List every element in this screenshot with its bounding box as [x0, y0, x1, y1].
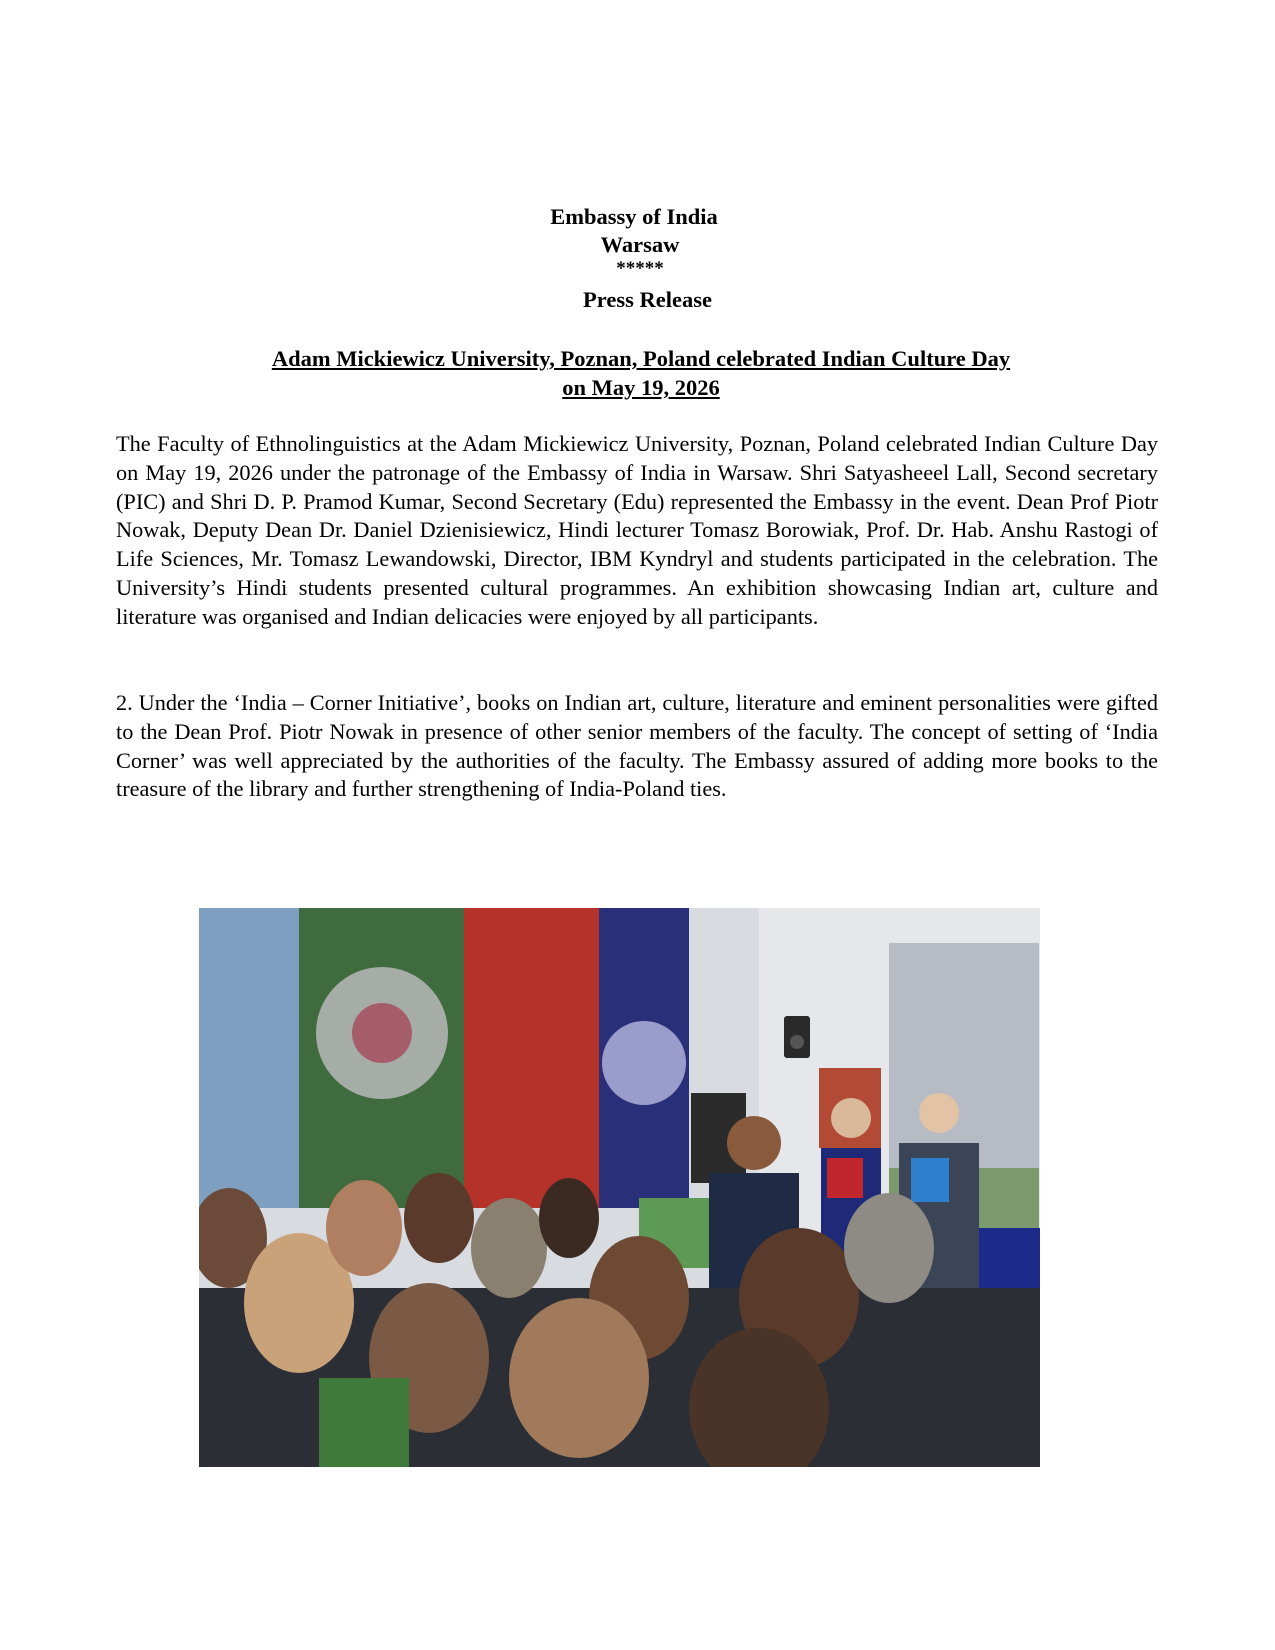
document-type: Press Release: [583, 287, 712, 312]
headline-line-2: on May 19, 2026: [562, 375, 720, 400]
body-paragraph-2: 2. Under the ‘India – Corner Initiative’, books on Indian art, culture, literature and eminent personalities were gifted to the Dean Prof. Piotr Nowak in presence of other senior members of the faculty. The concept of setting of ‘India Corner’ was well appreciated by the authorities of the faculty. The Embassy assured of adding more books to the treasure of the library and further strengthening of India-Poland ties.: [116, 690, 1158, 802]
body-paragraph-1: The Faculty of Ethnolinguistics at the Adam Mickiewicz University, Poznan, Poland celebrated Indian Culture Day on May 19, 2026 under the patronage of the Embassy of India in Warsaw. Shri Satyasheeel Lall, Second secretary (PIC) and Shri D. P. Pramod Kumar, Second Secretary (Edu) represented the Embassy in the event. Dean Prof Piotr Nowak, Deputy Dean Dr. Daniel Dzienisiewicz, Hindi lecturer Tomasz Borowiak, Prof. Dr. Hab. Anshu Rastogi of Life Sciences, Mr. Tomasz Lewandowski, Director, IBM Kyndryl and students participated in the celebration. The University’s Hindi students presented cultural programmes. An exhibition showcasing Indian art, culture and literature was organised and Indian delicacies were enjoyed by all participants.: [116, 431, 1158, 629]
city-name: Warsaw: [600, 232, 680, 257]
headline-line-1: Adam Mickiewicz University, Poznan, Poland celebrated Indian Culture Day: [271, 346, 1011, 371]
press-release-headline: [220, 344, 1062, 402]
separator: *****: [616, 258, 664, 279]
event-photo: [199, 908, 1040, 1467]
organization-name: Embassy of India: [550, 204, 718, 229]
